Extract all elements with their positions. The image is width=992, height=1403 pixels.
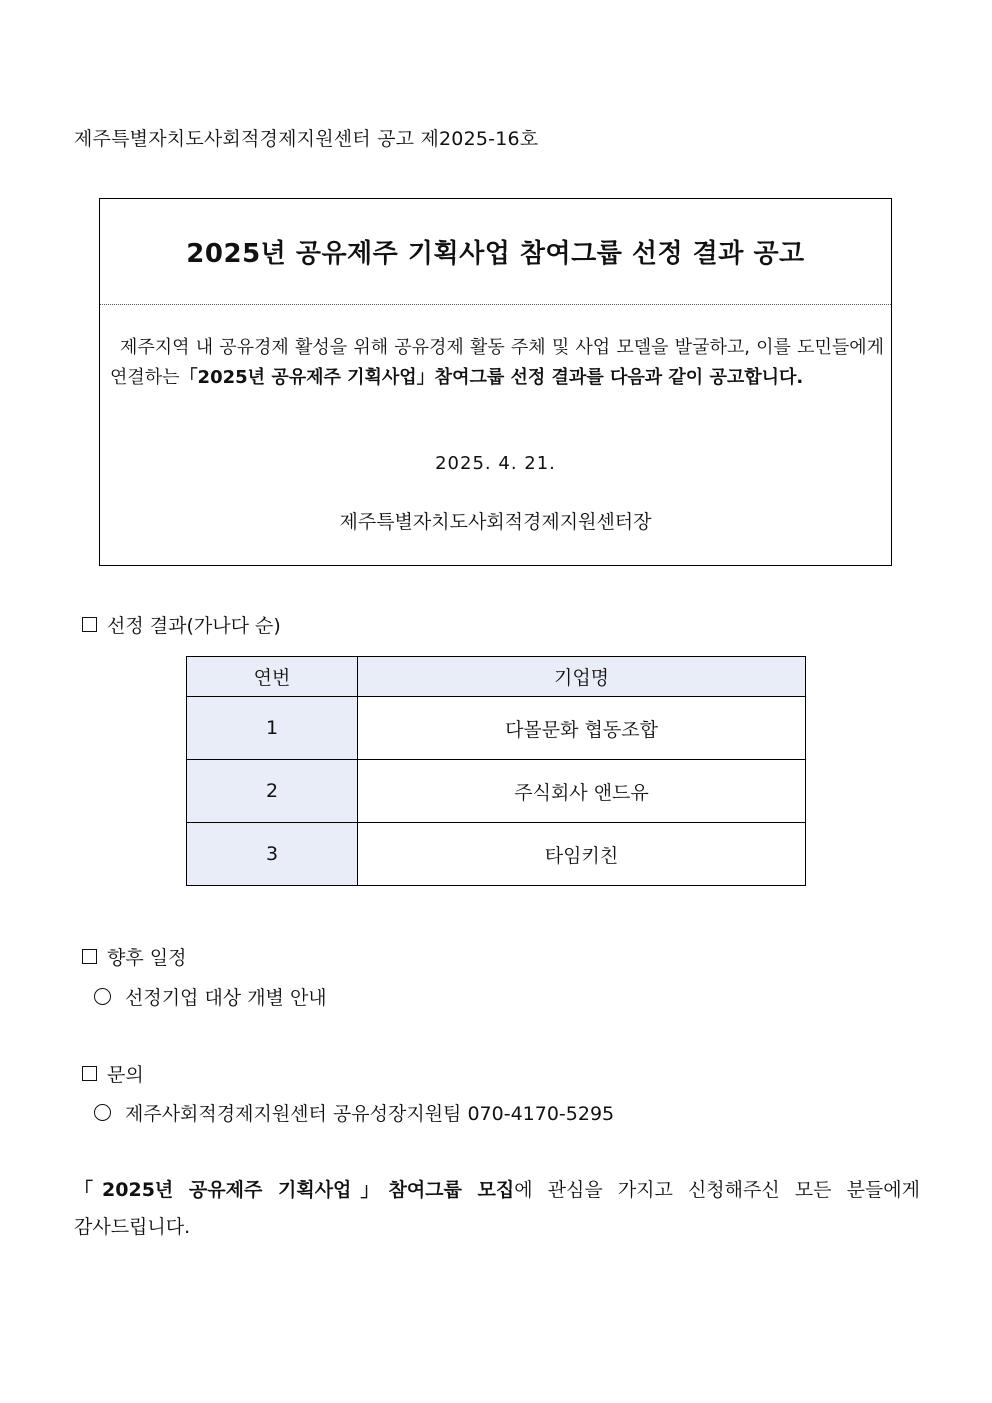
closing-bold: 「2025년 공유제주 기획사업」참여그룹 모집 bbox=[74, 1179, 515, 1201]
schedule-item-text: 선정기업 대상 개별 안내 bbox=[125, 987, 327, 1009]
notice-body-text: 제주지역 내 공유경제 활성을 위해 공유경제 활동 주체 및 사업 모델을 발굴하고, 이를 도민들에게 연결하는 bbox=[110, 337, 884, 388]
square-bullet-icon bbox=[82, 949, 97, 964]
closing-paragraph bbox=[74, 1172, 920, 1246]
table-header-row bbox=[187, 657, 806, 697]
issuer-name: 제주특별자치도사회적경제지원센터장 bbox=[339, 511, 652, 533]
table-cell-name: 타임키친 bbox=[358, 823, 806, 886]
table-cell-name: 주식회사 앤드유 bbox=[358, 760, 806, 823]
table-header-name: 기업명 bbox=[358, 657, 806, 697]
square-bullet-icon bbox=[82, 1066, 97, 1081]
notice-box bbox=[99, 198, 892, 566]
table-cell-name: 다몰문화 협동조합 bbox=[358, 697, 806, 760]
table-header-no: 연번 bbox=[187, 657, 358, 697]
notice-body bbox=[110, 333, 884, 393]
schedule-heading bbox=[82, 943, 186, 970]
contact-item-text: 제주사회적경제지원센터 공유성장지원팀 070-4170-5295 bbox=[125, 1103, 615, 1125]
square-bullet-icon bbox=[82, 617, 97, 632]
table-cell-no: 2 bbox=[187, 760, 358, 823]
closing-text: 에 관심을 가지고 신청해주신 모든 분들에게 감사드립니다. bbox=[74, 1179, 920, 1238]
table-row bbox=[187, 760, 806, 823]
table-cell-no: 1 bbox=[187, 697, 358, 760]
results-table bbox=[186, 656, 806, 886]
contact-item bbox=[94, 1099, 614, 1126]
schedule-item bbox=[94, 983, 327, 1010]
circle-bullet-icon bbox=[94, 1104, 111, 1121]
table-cell-no: 3 bbox=[187, 823, 358, 886]
contact-heading bbox=[82, 1060, 144, 1087]
results-heading-label: 선정 결과(가나다 순) bbox=[107, 615, 281, 637]
notice-body-bold: 「2025년 공유제주 기획사업」참여그룹 선정 결과를 다음과 같이 공고합니다. bbox=[179, 367, 804, 388]
circle-bullet-icon bbox=[94, 988, 111, 1005]
table-row bbox=[187, 823, 806, 886]
table-row bbox=[187, 697, 806, 760]
results-heading bbox=[82, 611, 281, 638]
contact-heading-label: 문의 bbox=[107, 1064, 144, 1086]
notice-date: 2025. 4. 21. bbox=[435, 453, 556, 474]
notice-number: 제주특별자치도사회적경제지원센터 공고 제2025-16호 bbox=[74, 128, 539, 150]
schedule-heading-label: 향후 일정 bbox=[107, 947, 187, 969]
notice-title: 2025년 공유제주 기획사업 참여그룹 선정 결과 공고 bbox=[100, 199, 891, 305]
